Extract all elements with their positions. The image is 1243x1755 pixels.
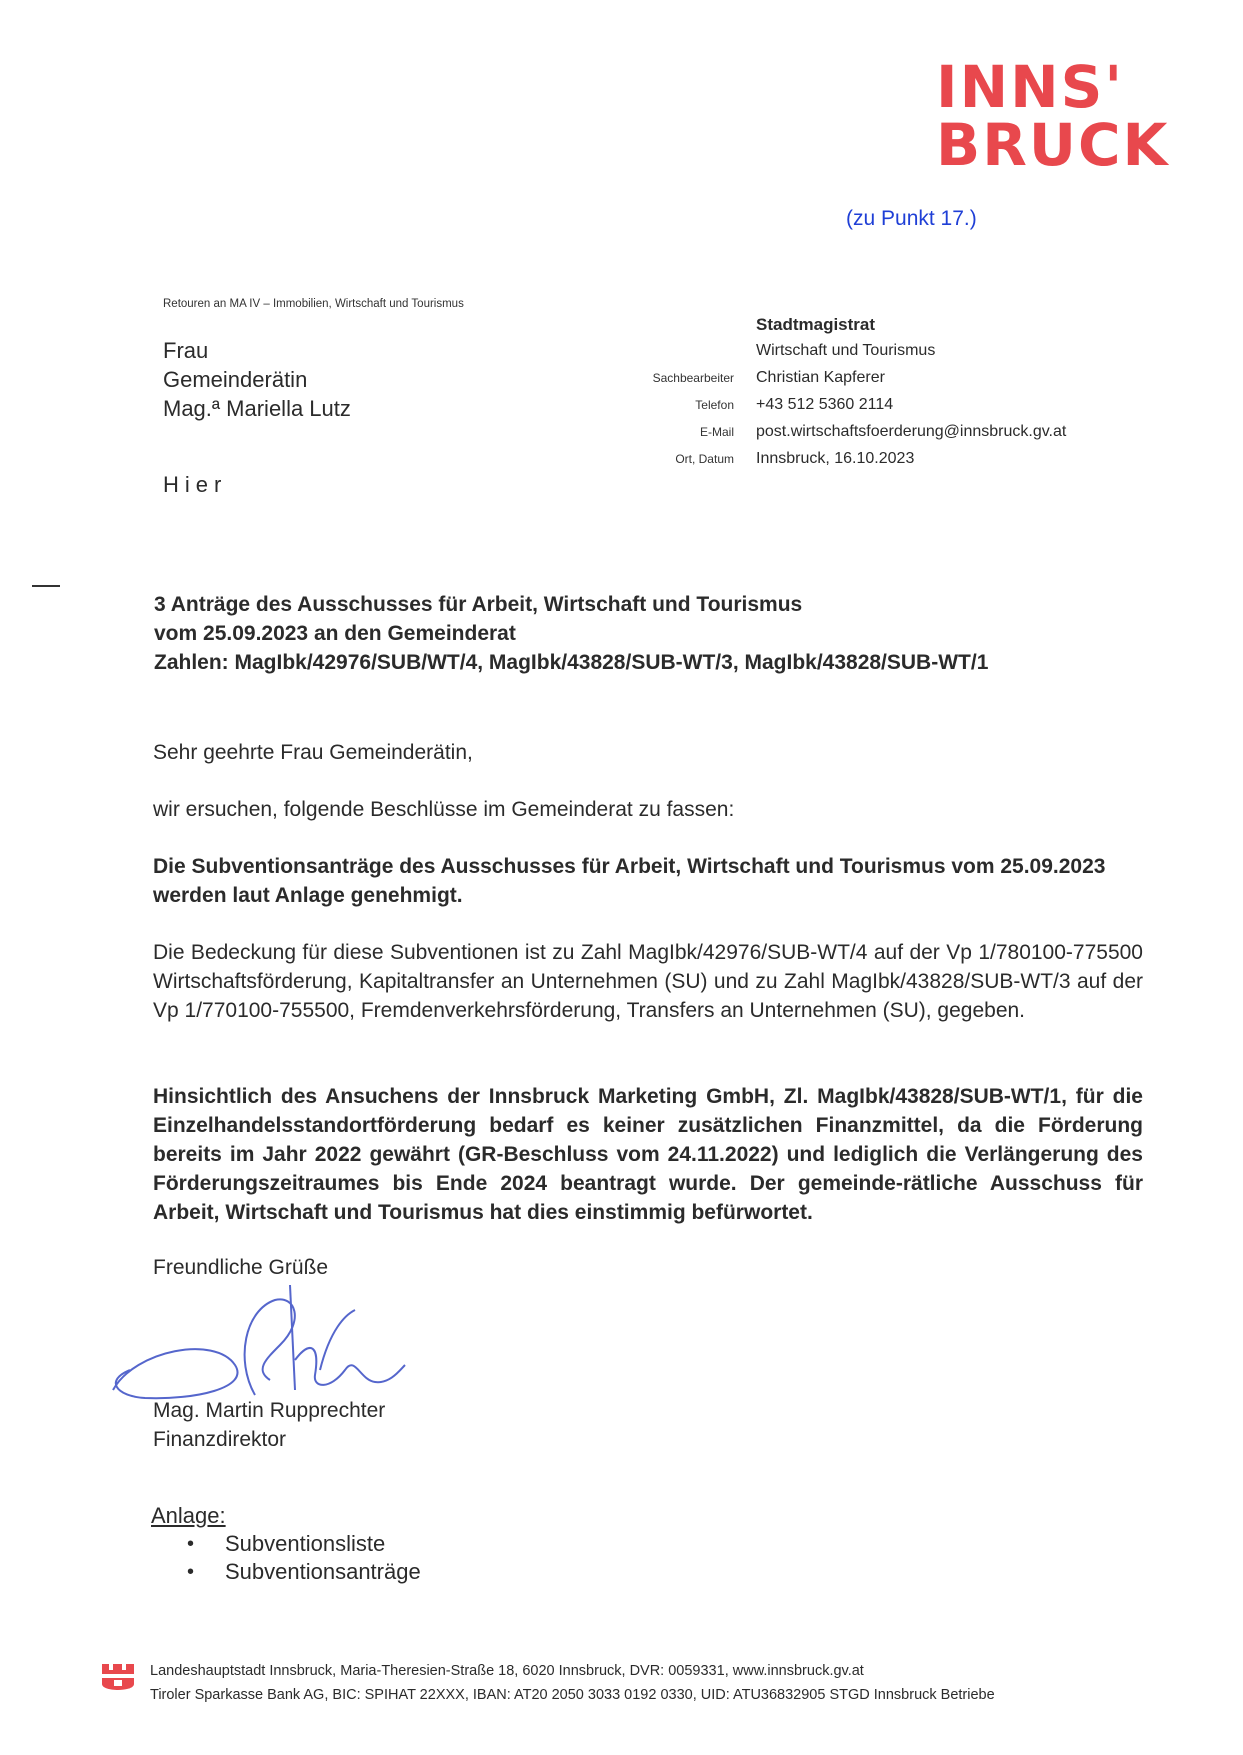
signer-block bbox=[153, 1396, 385, 1454]
recipient-salutation: Frau bbox=[163, 338, 209, 363]
footer-bank: Tiroler Sparkasse Bank AG, BIC: SPIHAT 22XXX, IBAN: AT20 2050 3033 0192 0330, UID: ATU36832905 STGD Innsbruck Betriebe bbox=[150, 1687, 995, 1703]
email-value: post.wirtschaftsfoerderung@innsbruck.gv.at bbox=[756, 423, 1067, 440]
clerk-value: Christian Kapferer bbox=[756, 369, 885, 386]
city-coat-icon bbox=[100, 1660, 136, 1696]
clerk-label: Sachbearbeiter bbox=[652, 371, 734, 385]
sender-office: Stadtmagistrat bbox=[756, 315, 876, 334]
subject-line-3: Zahlen: MagIbk/42976/SUB/WT/4, MagIbk/43828/SUB-WT/3, MagIbk/43828/SUB-WT/1 bbox=[154, 651, 989, 674]
attachments-block bbox=[151, 1502, 421, 1586]
sender-row-date bbox=[600, 450, 1160, 477]
attachment-item: • Subventionsliste bbox=[151, 1530, 421, 1558]
agenda-item-reference: (zu Punkt 17.) bbox=[846, 207, 977, 230]
resolution-text: Die Subventionsanträge des Ausschusses für Arbeit, Wirtschaft und Tourismus vom 25.09.2023 werden laut Anlage genehmigt. bbox=[153, 855, 1106, 907]
attachments-list bbox=[151, 1530, 421, 1586]
sender-department: Wirtschaft und Tourismus bbox=[756, 342, 936, 359]
attachments-title: Anlage: bbox=[151, 1503, 226, 1528]
date-label: Ort, Datum bbox=[675, 452, 734, 466]
phone-label: Telefon bbox=[695, 398, 734, 412]
sender-block bbox=[600, 315, 1160, 477]
sender-row-clerk bbox=[600, 369, 1160, 396]
innsbruck-logo bbox=[936, 53, 1196, 179]
email-label: E-Mail bbox=[699, 425, 734, 439]
sender-department-row bbox=[600, 342, 1160, 369]
signature-scribble bbox=[105, 1270, 425, 1415]
sender-row-phone bbox=[600, 396, 1160, 423]
subject-line-2: vom 25.09.2023 an den Gemeinderat bbox=[154, 622, 516, 645]
date-value: Innsbruck, 16.10.2023 bbox=[756, 450, 915, 467]
fold-mark bbox=[32, 585, 60, 587]
coverage-text: Die Bedeckung für diese Subventionen ist zu Zahl MagIbk/42976/SUB-WT/4 auf der Vp 1/780100-775500 Wirtschaftsförderung, Kapitaltransfer an Unternehmen (SU) und zu Zahl MagIbk/43828/SUB-WT/3 auf der Vp 1/770100-755500, Fremdenverkehrsförderung, Transfers an Unternehmen (SU), gegeben. bbox=[153, 941, 1143, 1022]
footer-address: Landeshauptstadt Innsbruck, Maria-Theresien-Straße 18, 6020 Innsbruck, DVR: 0059331, www.innsbruck.gv.at bbox=[150, 1663, 864, 1679]
sender-row-email bbox=[600, 423, 1160, 450]
attachment-item: • Subventionsanträge bbox=[151, 1558, 421, 1586]
closing: Freundliche Grüße bbox=[153, 1256, 329, 1279]
subject-block bbox=[154, 590, 988, 677]
salutation: Sehr geehrte Frau Gemeinderätin, bbox=[153, 741, 473, 764]
recipient-name: Mag.ª Mariella Lutz bbox=[163, 396, 351, 421]
logo-line-1: INNS' bbox=[936, 53, 1125, 121]
note-text: Hinsichtlich des Ansuchens der Innsbruck Marketing GmbH, Zl. MagIbk/43828/SUB-WT/1, für die Einzelhandelsstandortförderung bedarf es keiner zusätzlichen Finanzmittel, da die Förderung bereits im Jahr 2022 gewährt (GR-Beschluss vom 24.11.2022) und lediglich die Verlängerung des Förderungszeitraumes bis Ende 2024 beantragt wurde. Der gemeinde-rätliche Ausschuss für Arbeit, Wirtschaft und Tourismus hat dies einstimmig befürwortet. bbox=[153, 1085, 1143, 1224]
signer-title: Finanzdirektor bbox=[153, 1428, 287, 1451]
recipient-place: Hier bbox=[163, 472, 228, 497]
signer-name: Mag. Martin Rupprechter bbox=[153, 1399, 386, 1422]
sender-office-row bbox=[600, 315, 1160, 342]
phone-value: +43 512 5360 2114 bbox=[756, 396, 894, 413]
return-address: Retouren an MA IV – Immobilien, Wirtschaft und Tourismus bbox=[163, 298, 464, 310]
request-text: wir ersuchen, folgende Beschlüsse im Gemeinderat zu fassen: bbox=[153, 798, 735, 821]
footer bbox=[150, 1659, 995, 1707]
recipient-role: Gemeinderätin bbox=[163, 367, 308, 392]
recipient-block bbox=[163, 336, 351, 423]
subject-line-1: 3 Anträge des Ausschusses für Arbeit, Wirtschaft und Tourismus bbox=[154, 593, 803, 616]
logo-line-2: BRUCK bbox=[936, 111, 1170, 179]
